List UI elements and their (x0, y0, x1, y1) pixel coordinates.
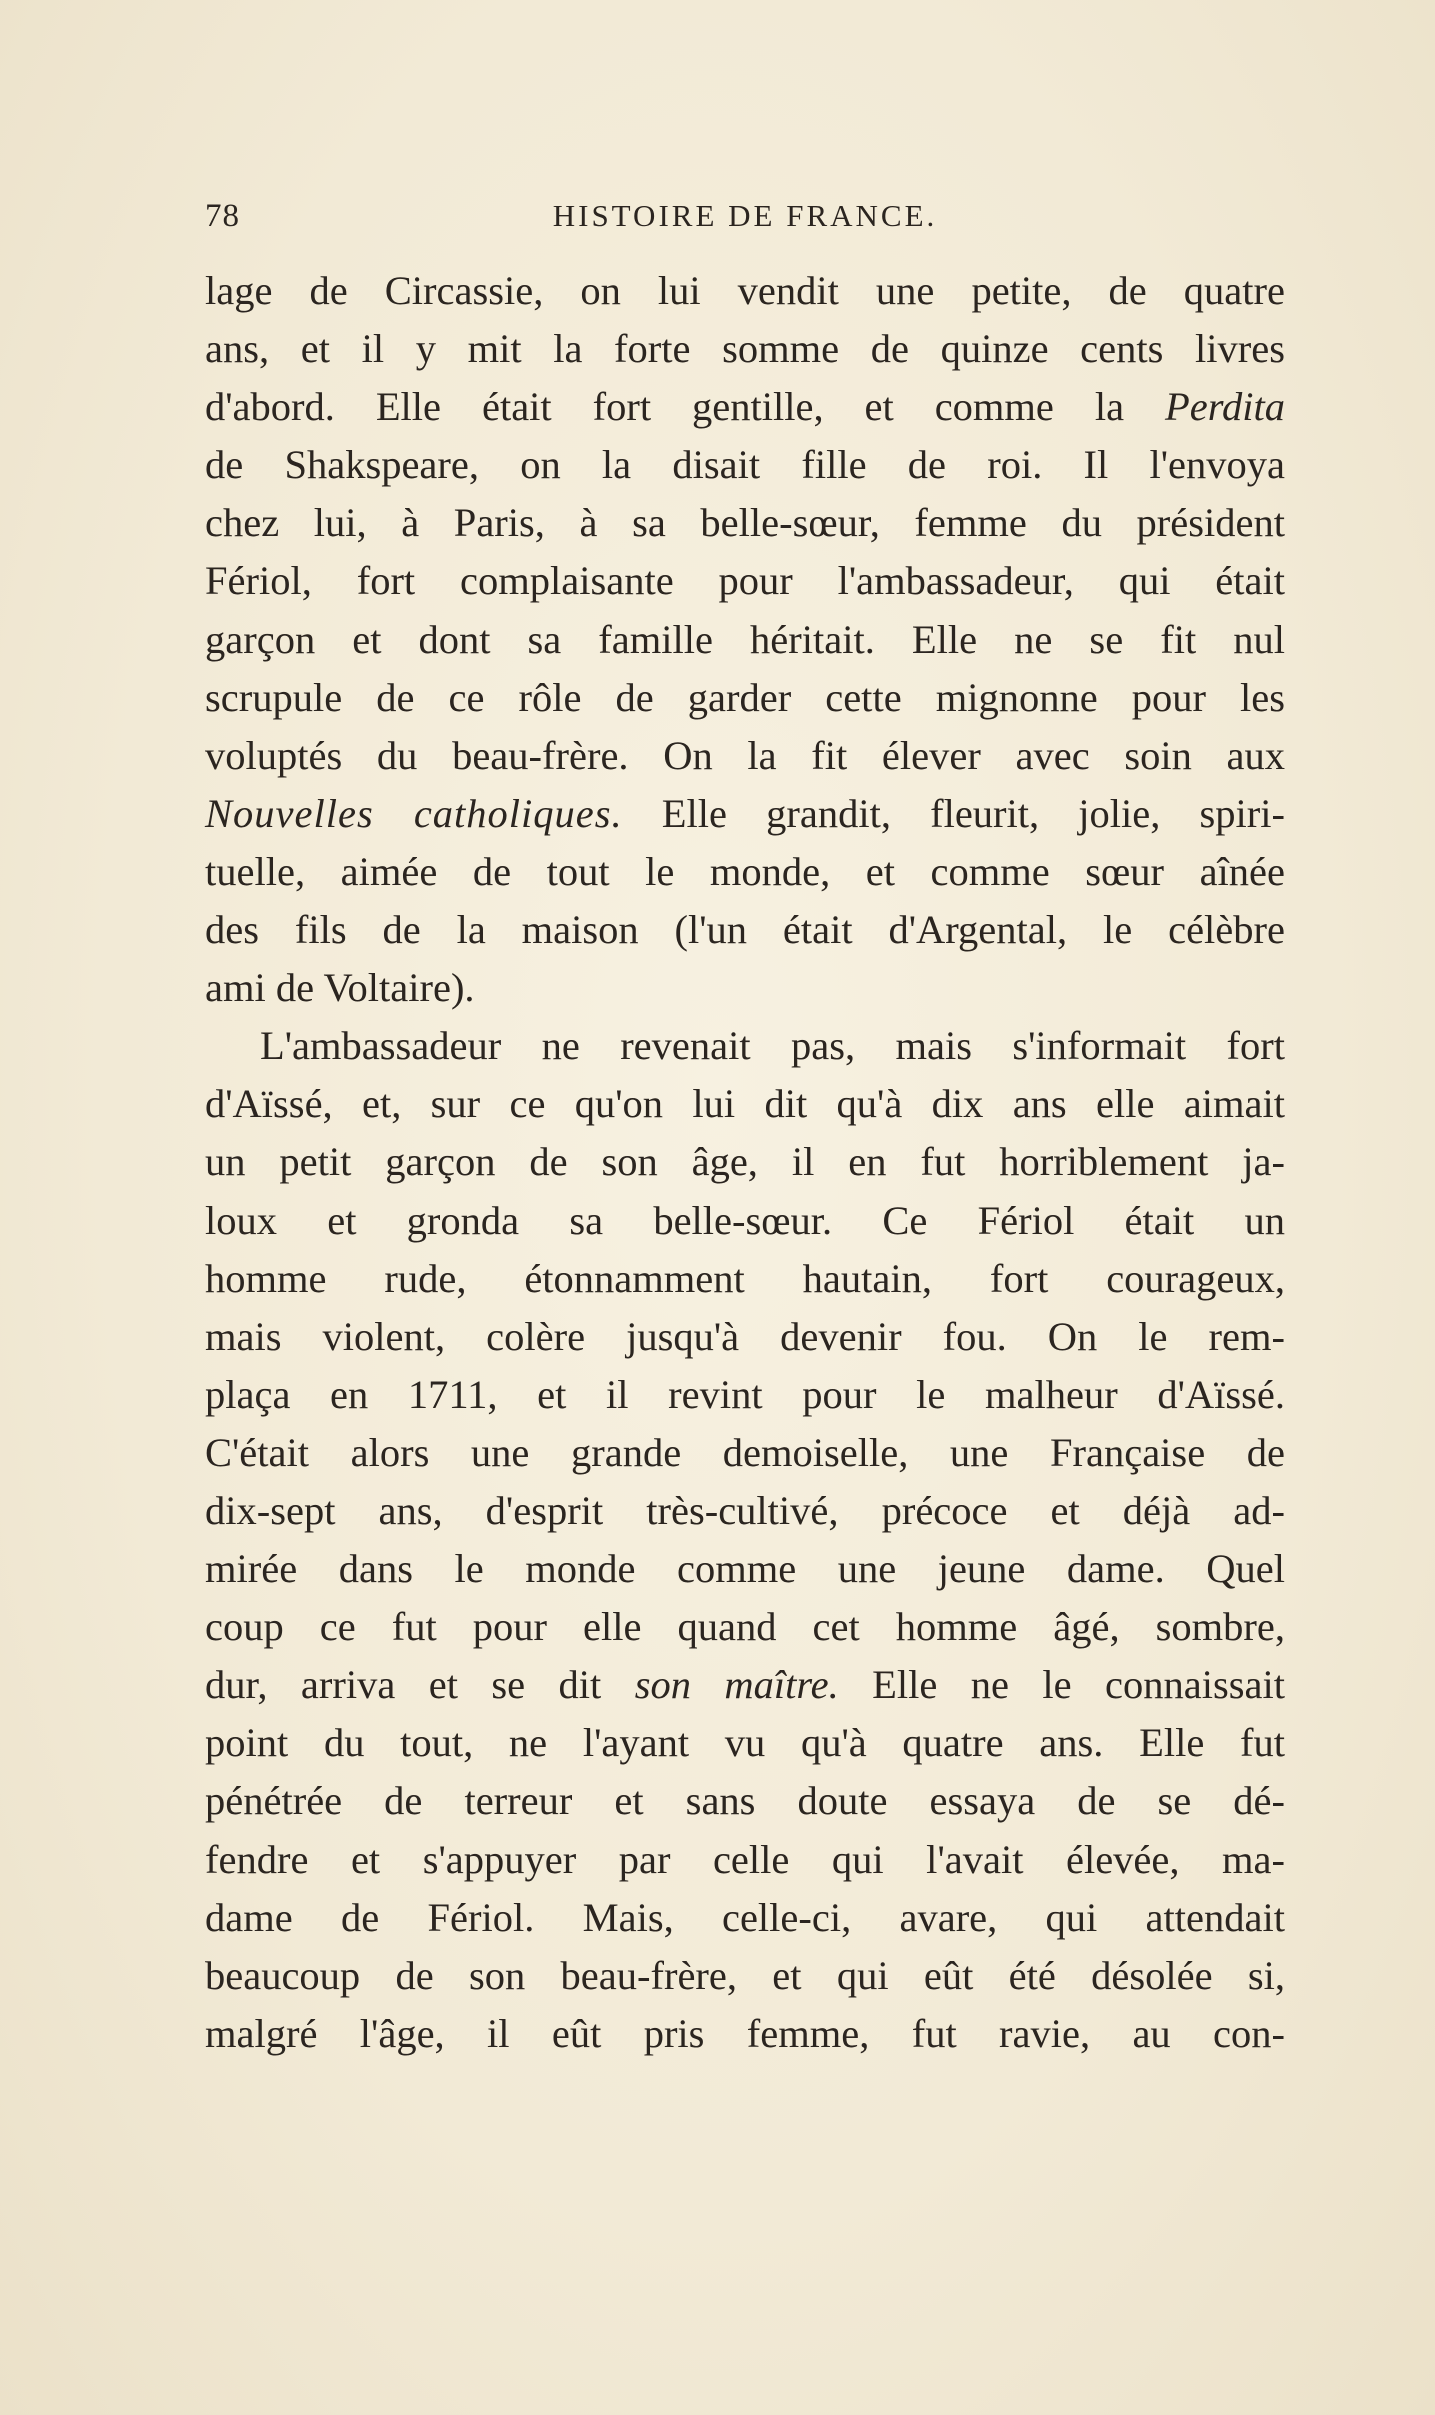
text-line: coup ce fut pour elle quand cet homme âgé, sombre, (205, 1604, 1285, 1650)
text-fragment: Elle ne le connaissait (838, 1662, 1286, 1708)
text-fragment: Elle grandit, fleurit, jolie, spiri- (622, 790, 1285, 836)
text-line: point du tout, ne l'ayant vu qu'à quatre ans. Elle fut (205, 1720, 1285, 1766)
text-fragment: d'abord. Elle était fort gentille, et comme la (205, 384, 1166, 430)
text-line: d'Aïssé, et, sur ce qu'on lui dit qu'à dix ans elle aimait (205, 1081, 1285, 1127)
text-line: tuelle, aimée de tout le monde, et comme sœur aînée (205, 848, 1285, 894)
text-line: C'était alors une grande demoiselle, une Française de (205, 1429, 1285, 1475)
text-line (205, 785, 1285, 843)
body-text (205, 262, 1285, 2063)
text-line: dame de Fériol. Mais, celle-ci, avare, qui attendait (205, 1894, 1285, 1940)
text-line: beaucoup de son beau-frère, et qui eût été désolée si, (205, 1952, 1285, 1998)
italic-title-perdita: Perdita (1165, 384, 1285, 430)
italic-nouvelles-catholiques: Nouvelles catholiques. (205, 790, 623, 836)
text-line: lage de Circassie, on lui vendit une petite, de quatre (205, 268, 1285, 313)
text-line: fendre et s'appuyer par celle qui l'avait élevée, ma- (205, 1836, 1285, 1882)
text-line: Fériol, fort complaisante pour l'ambassadeur, qui était (205, 558, 1285, 604)
text-line: pénétrée de terreur et sans doute essaya de se dé- (205, 1778, 1285, 1824)
page-header (205, 198, 1245, 248)
text-line: mais violent, colère jusqu'à devenir fou. On le rem- (205, 1313, 1285, 1359)
text-line (205, 1656, 1285, 1714)
text-line: loux et gronda sa belle-sœur. Ce Fériol était un (205, 1197, 1285, 1243)
text-line: voluptés du beau-frère. On la fit élever avec soin aux (205, 732, 1285, 778)
text-line (205, 378, 1285, 436)
page-number: 78 (205, 198, 240, 234)
text-line: garçon et dont sa famille héritait. Elle ne se fit nul (205, 616, 1285, 662)
italic-son-maitre: son maître. (634, 1662, 839, 1708)
text-line: de Shakspeare, on la disait fille de roi. Il l'envoya (205, 442, 1285, 488)
text-line: malgré l'âge, il eût pris femme, fut ravie, au con- (205, 2010, 1285, 2056)
text-line: dix-sept ans, d'esprit très-cultivé, précoce et déjà ad- (205, 1487, 1285, 1533)
text-line: ami de Voltaire). (205, 965, 475, 1011)
text-line: ans, et il y mit la forte somme de quinze cents livres (205, 326, 1285, 372)
running-head: HISTOIRE DE FRANCE. (552, 198, 938, 233)
text-line: des fils de la maison (l'un était d'Argental, le célèbre (205, 907, 1285, 953)
text-line: chez lui, à Paris, à sa belle-sœur, femme du président (205, 500, 1285, 546)
text-line: L'ambassadeur ne revenait pas, mais s'informait fort (260, 1023, 1285, 1069)
text-fragment: dur, arriva et se dit (205, 1662, 635, 1708)
text-line: mirée dans le monde comme une jeune dame. Quel (205, 1546, 1285, 1592)
text-line: homme rude, étonnamment hautain, fort courageux, (205, 1255, 1285, 1301)
text-line: scrupule de ce rôle de garder cette mignonne pour les (205, 674, 1285, 720)
text-line: un petit garçon de son âge, il en fut horriblement ja- (205, 1139, 1285, 1185)
text-line: plaça en 1711, et il revint pour le malheur d'Aïssé. (205, 1371, 1285, 1417)
